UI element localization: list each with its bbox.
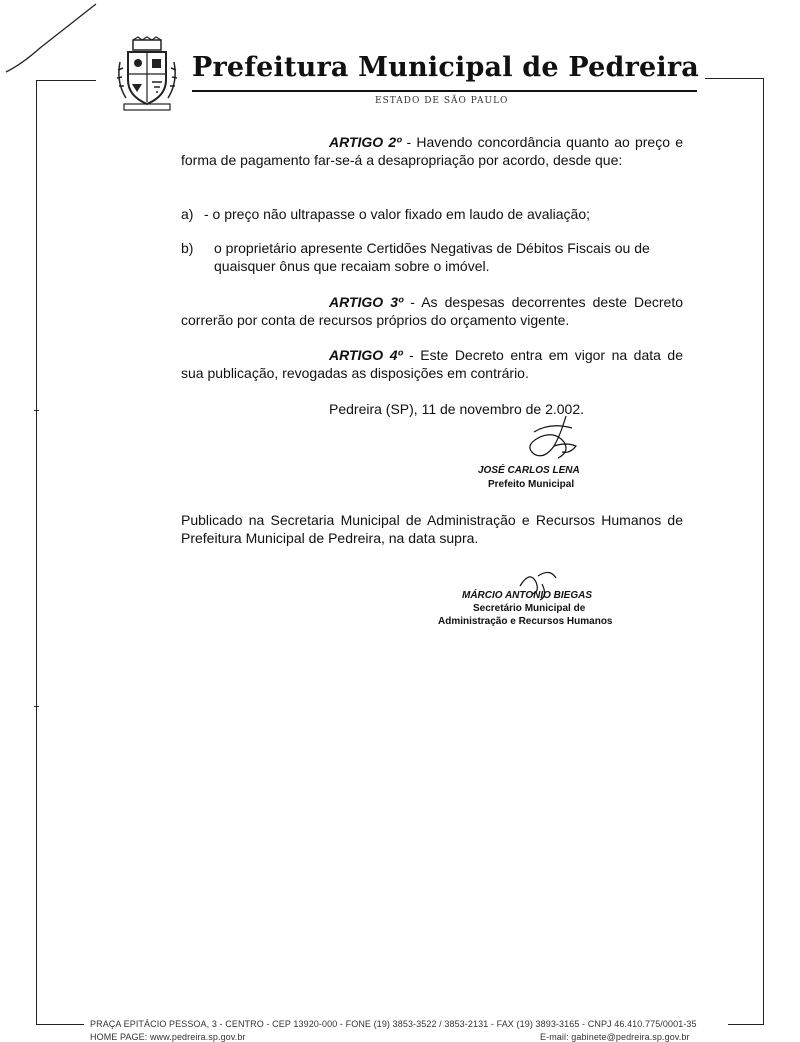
artigo-3-label: ARTIGO 3º xyxy=(329,294,404,310)
margin-mark xyxy=(34,410,39,411)
secretary-role-line1: Secretário Municipal de xyxy=(473,603,586,614)
item-b-text: o proprietário apresente Certidões Negativas de Débitos Fiscais ou de quaisquer ônus que recaiam sobre o imóvel. xyxy=(214,240,650,274)
frame-right xyxy=(763,78,764,1024)
municipal-crest-icon xyxy=(114,36,180,112)
artigo-2-paragraph xyxy=(181,133,683,169)
frame-bottom-right xyxy=(728,1024,764,1025)
footer-address: PRAÇA EPITÁCIO PESSOA, 3 - CENTRO - CEP 13920-000 - FONE (19) 3853-3522 / 3853-2131 - FAX (19) 3893-3165 - CNPJ 46.410.775/0001-35 xyxy=(90,1019,697,1029)
footer-homepage: HOME PAGE: www.pedreira.sp.gov.br xyxy=(90,1032,246,1042)
signature-mark-mayor xyxy=(514,412,584,468)
footer-email: E-mail: gabinete@pedreira.sp.gov.br xyxy=(540,1032,690,1042)
frame-top-left xyxy=(36,80,96,81)
mayor-name: JOSÉ CARLOS LENA xyxy=(478,465,580,476)
frame-left xyxy=(36,80,37,1024)
scan-corner-mark xyxy=(0,0,100,80)
secretary-name: MÁRCIO ANTONIO BIEGAS xyxy=(462,590,593,601)
artigo-3-text: - As despesas decorrentes deste Decreto correrão por conta de recursos próprios do orçamento vigente. xyxy=(181,294,683,328)
mayor-role: Prefeito Municipal xyxy=(488,479,575,490)
artigo-2-text: - Havendo concordância quanto ao preço e forma de pagamento far-se-á a desapropriação por acordo, desde que: xyxy=(181,134,684,168)
frame-top-right xyxy=(705,78,763,79)
item-a-text: - o preço não ultrapasse o valor fixado em laudo de avaliação; xyxy=(204,206,591,222)
frame-bottom-left xyxy=(36,1024,84,1025)
secretary-role-line2: Administração e Recursos Humanos xyxy=(438,616,613,627)
artigo-4-text: - Este Decreto entra em vigor na data de sua publicação, revogadas as disposições em contrário. xyxy=(181,347,683,381)
publication-paragraph: Publicado na Secretaria Municipal de Administração e Recursos Humanos de Prefeitura Municipal de Pedreira, na data supra. xyxy=(181,512,683,546)
letterhead-rule xyxy=(192,90,697,92)
artigo-3-paragraph xyxy=(181,293,683,329)
letterhead-subtitle: ESTADO DE SÃO PAULO xyxy=(375,96,509,106)
item-b-label: b) xyxy=(181,240,194,256)
artigo-4-label: ARTIGO 4º xyxy=(329,347,403,363)
date-line: Pedreira (SP), 11 de novembro de 2.002. xyxy=(329,401,585,417)
letterhead-title: Prefeitura Municipal de Pedreira xyxy=(192,52,699,83)
artigo-4-paragraph xyxy=(181,346,683,382)
margin-mark xyxy=(34,706,39,707)
artigo-2-label: ARTIGO 2º xyxy=(329,134,402,150)
item-a-label: a) xyxy=(181,206,194,222)
